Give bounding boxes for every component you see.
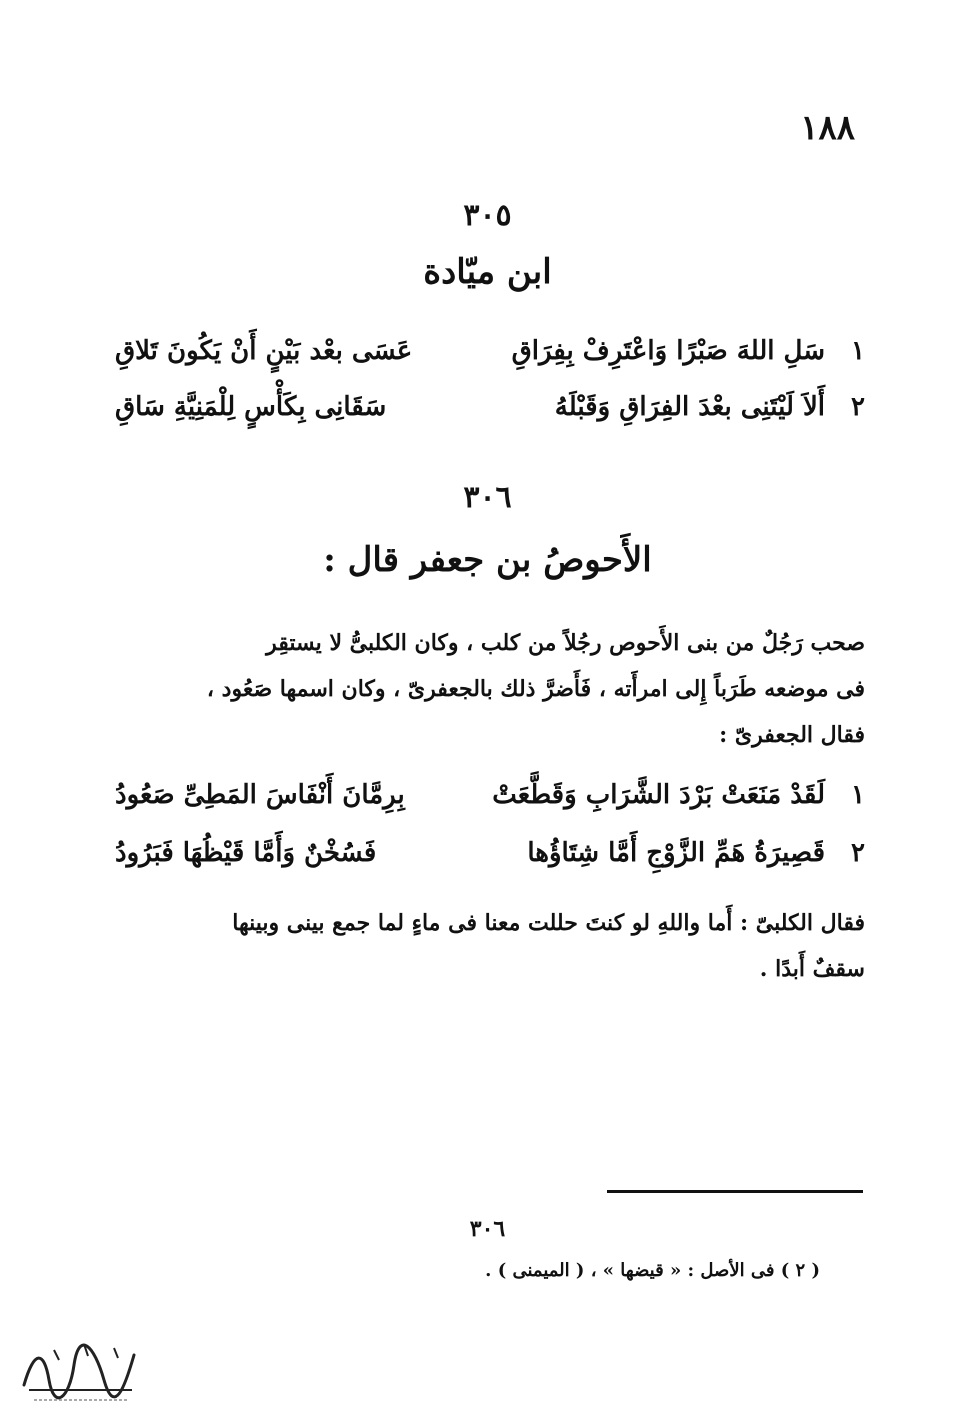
verse-second-hemistich: بِرِمَّانَ أَنْفَاسَ المَطِىِّ صَعُودُ [115, 780, 405, 810]
verse-number: ١ [851, 780, 865, 810]
intro-paragraph [115, 620, 865, 758]
outro-line: سقفٌ أَبدًا . [759, 956, 865, 982]
poet-name-al-ahwas: الأَحوصُ بن جعفر قال : [323, 540, 652, 580]
verse-306-1 [115, 780, 865, 820]
intro-line: فى موضعه طَرَباً إِلى امرأَته ، فَأَضرَّ ذلك بالجعفرىّ ، وكان اسمها صَعُود ، [206, 676, 865, 702]
verse-first-hemistich: أَلاَ لَيْتَنِى بعْدَ الفِرَاقِ وَقَبْلَهُ [554, 392, 825, 422]
verse-number: ١ [851, 336, 865, 366]
page-number: ١٨٨ [800, 108, 855, 148]
verse-number: ٢ [851, 838, 865, 868]
outro-paragraph [115, 900, 865, 992]
verse-first-hemistich: قَصِيرَةُ هَمِّ الزَّوْجِ أَمَّا شِتَاؤُها [527, 838, 825, 868]
poet-name-ibn-mayyada: ابن ميّادة [423, 252, 552, 292]
watermark-logo [14, 1330, 144, 1410]
verse-first-hemistich: لَقَدْ مَنَعَتْ بَرْدَ الشَّرَابِ وَقَطَّعَتْ [492, 780, 825, 810]
verse-number: ٢ [851, 392, 865, 422]
footnote-text: ( ٢ ) فى الأصل : « قيضها » ، ( الميمنى ) . [485, 1260, 820, 1281]
footnote-poem-number: ٣٠٦ [469, 1216, 506, 1242]
intro-line: فقال الجعفرىّ : [719, 722, 865, 748]
intro-line: صحب رَجُلٌ من بنى الأَحوص رجُلاً من كلب ، وكان الكلبىُّ لا يستقِر [266, 630, 865, 656]
outro-line: فقال الكلبىّ : أَما واللهِ لو كنتَ حللت معنا فى ماءٍ لما جمع بينى وبينها [232, 910, 865, 936]
footnote-rule [607, 1190, 863, 1193]
verse-305-1 [115, 336, 865, 376]
verse-second-hemistich: فَسُخْنٌ وَأَمَّا قَيْظُهَا فَبَرُودُ [115, 838, 377, 868]
verse-306-2 [115, 838, 865, 878]
poem-number-305: ٣٠٥ [463, 198, 512, 233]
verse-second-hemistich: عَسَى بعْد بَيْنٍ أَنْ يَكُونَ تَلاقِ [115, 336, 413, 366]
verse-305-2 [115, 392, 865, 432]
verse-first-hemistich: سَلِ اللهَ صَبْرًا وَاعْتَرِفْ بِفِرَاقِ [511, 336, 825, 366]
poem-number-306: ٣٠٦ [463, 480, 512, 515]
verse-second-hemistich: سَقَانِى بِكَأْسٍ لِلْمَنِيَّةِ سَاقِ [115, 392, 387, 422]
